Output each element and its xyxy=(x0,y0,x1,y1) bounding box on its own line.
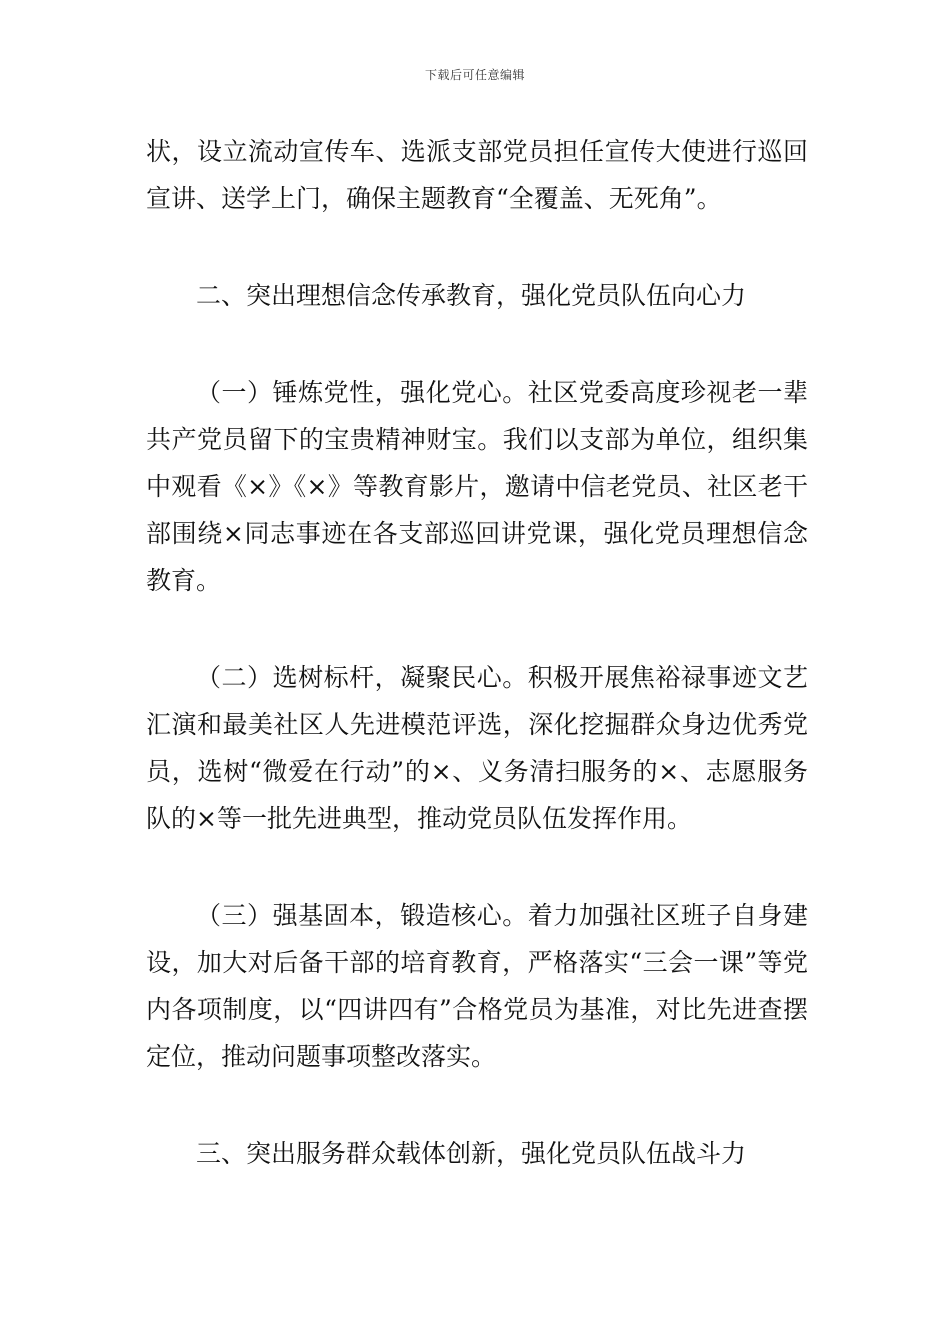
section-heading-2: 二、突出理想信念传承教育，强化党员队伍向心力 xyxy=(196,281,747,310)
document-body xyxy=(146,128,808,1177)
paragraph-sub-2: （二）选树标杆，凝聚民心。积极开展焦裕禄事迹文艺汇演和最美社区人先进模范评选，深化挖掘群众身边优秀党员，选树“微爱在行动”的×、义务清扫服务的×、志愿服务队的×等一批先进典型，推动党员队伍发挥作用。 xyxy=(146,663,808,833)
section-heading-3: 三、突出服务群众载体创新，强化党员队伍战斗力 xyxy=(196,1139,747,1168)
paragraph-sub-3: （三）强基固本，锻造核心。着力加强社区班子自身建设，加大对后备干部的培育教育，严格落实“三会一课”等党内各项制度，以“四讲四有”合格党员为基准，对比先进查摆定位，推动问题事项整改落实。 xyxy=(146,901,808,1071)
document-header-note: 下载后可任意编辑 xyxy=(424,68,525,82)
paragraph-continued: 状，设立流动宣传车、选派支部党员担任宣传大使进行巡回宣讲、送学上门，确保主题教育“全覆盖、无死角”。 xyxy=(146,137,808,213)
paragraph-sub-1: （一）锤炼党性，强化党心。社区党委高度珍视老一辈共产党员留下的宝贵精神财宝。我们以支部为单位，组织集中观看《×》《×》等教育影片，邀请中信老党员、社区老干部围绕×同志事迹在各支部巡回讲党课，强化党员理想信念教育。 xyxy=(146,378,808,595)
